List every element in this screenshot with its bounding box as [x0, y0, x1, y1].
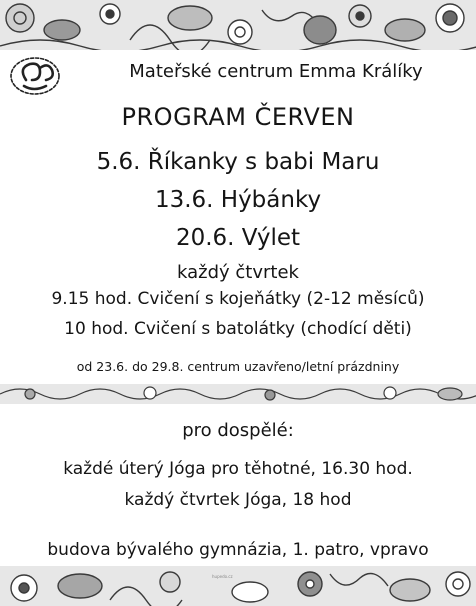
decorative-band-bottom: [0, 566, 476, 606]
adult-session: každý čtvrtek Jóga, 18 hod: [124, 490, 352, 510]
floral-pattern-middle: [0, 384, 476, 404]
closure-note: od 23.6. do 29.8. centrum uzavřeno/letní prázdniny: [76, 359, 400, 374]
adult-session: každé úterý Jóga pro těhotné, 16.30 hod.: [63, 459, 413, 479]
event-item: 13.6. Hýbánky: [154, 187, 322, 213]
weekly-session: 9.15 hod. Cvičení s kojeňátky (2-12 měsíců): [51, 289, 425, 309]
adults-label: pro dospělé:: [182, 420, 294, 441]
event-item: 5.6. Říkanky s babi Maru: [96, 149, 380, 175]
decorative-band-top: [0, 0, 476, 50]
center-name: Mateřské centrum Emma Králíky: [129, 61, 423, 82]
weekly-label: každý čtvrtek: [177, 262, 299, 283]
program-title: PROGRAM ČERVEN: [121, 103, 355, 131]
weekly-session: 10 hod. Cvičení s batolátky (chodící děti): [64, 319, 412, 339]
watermark: hupedo.cz: [212, 574, 233, 579]
floral-pattern-bottom: [0, 566, 476, 606]
event-item: 20.6. Výlet: [175, 225, 301, 251]
floral-pattern-top: [0, 0, 476, 50]
decorative-band-middle: [0, 384, 476, 404]
location-info: budova bývalého gymnázia, 1. patro, vpravo: [47, 540, 429, 560]
